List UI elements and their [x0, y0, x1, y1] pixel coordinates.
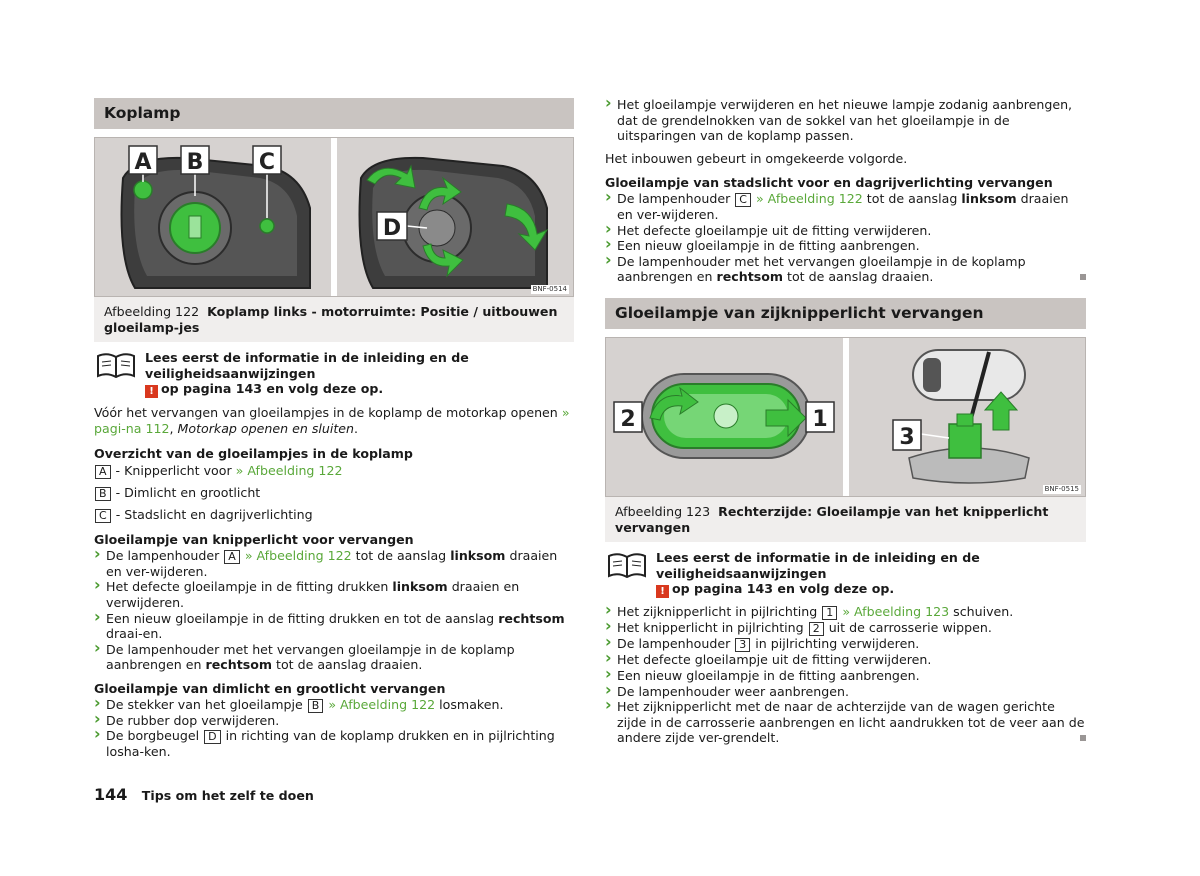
- figure-123: [605, 337, 1086, 497]
- side-blinker-slide-drawing: [606, 338, 843, 496]
- blinker-step-4: [94, 642, 574, 673]
- key-1: 1: [822, 606, 837, 620]
- section-title-zijknipperlicht: Gloeilampje van zijknipperlicht vervangen: [605, 298, 1086, 329]
- step-text: De lampenhouder: [617, 636, 731, 652]
- step-text: in pijlrichting verwijderen.: [755, 636, 920, 652]
- dim-step-3: [94, 728, 574, 760]
- link-afbeelding-122[interactable]: » Afbeelding 122: [328, 696, 436, 712]
- warning-line-2: op pagina 143 en volg deze op.: [672, 581, 895, 597]
- step-text: Het defecte gloeilampje uit de fitting verwijderen.: [617, 652, 932, 668]
- side-step-6: [605, 684, 1086, 700]
- step-text: Het gloeilampje verwijderen en het nieuwe lampje zodanig aanbrengen, dat de grendelnokken van de sokkel van het gloeilampje in de uitsparingen van de koplamp passen.: [617, 97, 1073, 144]
- city-step-4: [605, 254, 1086, 285]
- step-text: Een nieuw gloeilampje in de fitting drukken en tot de aanslag: [106, 610, 495, 626]
- step-text: draai-en.: [106, 626, 163, 642]
- warning-icon: !: [656, 585, 669, 598]
- step-text: Een nieuw gloeilampje in de fitting aanbrengen.: [617, 667, 920, 683]
- overview-item-b: [94, 483, 574, 502]
- link-motorkap[interactable]: » pagi-na 112: [94, 405, 570, 436]
- step-text: tot de aanslag draaien.: [276, 657, 423, 673]
- step-text: losmaken.: [439, 696, 504, 712]
- link-afbeelding-122[interactable]: » Afbeelding 122: [244, 547, 352, 563]
- step-text: Het zijknipperlicht in pijlrichting: [617, 604, 818, 620]
- step-text: schuiven.: [953, 604, 1014, 620]
- page-footer: [94, 787, 314, 804]
- headlamp-position-drawing: [95, 138, 331, 296]
- overview-text-a: - Knipperlicht voor: [115, 463, 232, 479]
- end-mark: [1080, 735, 1086, 741]
- key-a: A: [224, 550, 240, 564]
- step-text: uit de carrosserie wippen.: [828, 620, 992, 636]
- overview-text-b: - Dimlicht en grootlicht: [115, 485, 261, 501]
- figure-code: BNF-0515: [1044, 484, 1079, 493]
- figure-123-caption: [605, 497, 1086, 542]
- step-bold: linksom: [450, 547, 506, 563]
- warning-line-1: Lees eerst de informatie in de inleiding en de veiligheidsaanwijzingen: [656, 550, 980, 581]
- figure-123-panel-right: [849, 338, 1086, 496]
- figure-label-b: B: [186, 150, 204, 175]
- figure-label-d: D: [382, 216, 402, 241]
- key-c: C: [735, 193, 751, 207]
- step-text: De stekker van het gloeilampje: [106, 696, 303, 712]
- step-text: De lampenhouder met het vervangen gloeilampje in de koplamp aanbrengen en: [106, 641, 515, 673]
- step-text: Een nieuw gloeilampje in de fitting aanbrengen.: [617, 238, 920, 254]
- overview-item-c: [94, 505, 574, 524]
- blinker-heading: Gloeilampje van knipperlicht voor vervangen: [94, 532, 414, 548]
- step-text: De lampenhouder weer aanbrengen.: [617, 683, 849, 699]
- dim-step-2: [94, 713, 574, 729]
- right-column: [605, 97, 1086, 746]
- figure-code: BNF-0514: [532, 285, 567, 293]
- side-step-5: [605, 668, 1086, 684]
- city-step-1: [605, 191, 1086, 223]
- figure-label-1: 1: [812, 406, 828, 432]
- step-text: draaien en verwijderen.: [106, 579, 520, 610]
- side-blinker-bulb-drawing: [849, 338, 1086, 496]
- reverse-paragraph: Het inbouwen gebeurt in omgekeerde volgorde.: [605, 150, 908, 166]
- intro-comma: ,: [169, 420, 174, 436]
- step-text: tot de aanslag: [866, 190, 958, 206]
- link-afbeelding-123[interactable]: » Afbeelding 123: [842, 604, 950, 620]
- figure-label-c: C: [258, 150, 276, 175]
- blinker-step-1: [94, 548, 574, 580]
- blinker-step-3: [94, 611, 574, 642]
- step-text: De borgbeugel: [106, 728, 200, 744]
- overview-text-c: - Stadslicht en dagrijverlichting: [115, 507, 313, 523]
- warning-line-1: Lees eerst de informatie in de inleiding en de veiligheidsaanwijzingen: [145, 350, 469, 381]
- step-text: Het defecte gloeilampje uit de fitting verwijderen.: [617, 222, 932, 238]
- link-afbeelding-122[interactable]: » Afbeelding 122: [755, 190, 863, 206]
- city-step-3: [605, 238, 1086, 254]
- left-column: [94, 98, 574, 760]
- footer-section: Tips om het zelf te doen: [141, 788, 314, 803]
- figure-122-panel-right: [337, 138, 574, 296]
- intro-text: Vóór het vervangen van gloeilampjes in de koplamp de motorkap openen: [94, 405, 558, 421]
- dim-step-1: [94, 697, 574, 713]
- step-bold: linksom: [961, 190, 1017, 206]
- book-icon: [96, 352, 136, 378]
- dim-heading: Gloeilampje van dimlicht en grootlicht vervangen: [94, 680, 446, 696]
- side-step-2: [605, 620, 1086, 636]
- step-text: Het zijknipperlicht met de naar de achterzijde van de wagen gerichte zijde in de carrosserie aanbrengen en licht aandrukken tot de veer aan de andere zijde ver-grendelt.: [617, 699, 1085, 746]
- figure-label-3: 3: [899, 424, 915, 450]
- step-text: draaien en ver-wijderen.: [106, 547, 558, 579]
- step-bold: rechtsom: [205, 657, 272, 673]
- section-title-koplamp: Koplamp: [94, 98, 574, 129]
- warning-note: [94, 350, 574, 398]
- figure-122-panel-left: [95, 138, 331, 296]
- remove-bulb-step: [605, 97, 1086, 144]
- key-2: 2: [809, 622, 824, 636]
- step-text: Het knipperlicht in pijlrichting: [617, 620, 804, 636]
- side-step-4: [605, 652, 1086, 668]
- warning-note: [605, 550, 1086, 598]
- warning-line-2: op pagina 143 en volg deze op.: [161, 381, 384, 397]
- step-text: De lampenhouder: [106, 547, 220, 563]
- side-step-7: [605, 699, 1086, 746]
- step-text: De lampenhouder met het vervangen gloeilampje in de koplamp aanbrengen en: [617, 253, 1026, 285]
- step-text: Het defecte gloeilampje in de fitting drukken: [106, 579, 389, 595]
- link-afbeelding-122[interactable]: » Afbeelding 122: [235, 463, 343, 479]
- key-a: A: [95, 465, 111, 479]
- key-c: C: [95, 509, 111, 523]
- key-d: D: [204, 730, 220, 744]
- figure-label-a: A: [134, 150, 152, 175]
- figure-123-panel-left: [606, 338, 843, 496]
- side-step-1: [605, 604, 1086, 620]
- key-3: 3: [735, 638, 750, 652]
- headlamp-removal-drawing: [337, 138, 574, 296]
- page-number: 144: [94, 785, 128, 804]
- caption-title: Koplamp links - motorruimte: Positie / uitbouwen gloeilamp-jes: [104, 304, 558, 335]
- step-bold: rechtsom: [716, 269, 783, 285]
- caption-number: Afbeelding 123: [615, 503, 711, 519]
- step-text: in richting van de koplamp drukken en in pijlrichting losha-ken.: [106, 728, 555, 760]
- intro-period: .: [354, 420, 359, 436]
- figure-122: [94, 137, 574, 297]
- step-text: tot de aanslag: [355, 547, 447, 563]
- book-icon: [607, 552, 647, 578]
- key-b: B: [95, 487, 111, 501]
- step-text: De lampenhouder: [617, 190, 731, 206]
- step-text: draaien en ver-wijderen.: [617, 190, 1069, 222]
- step-bold: rechtsom: [498, 610, 565, 626]
- step-text: tot de aanslag draaien.: [787, 269, 934, 285]
- figure-label-2: 2: [620, 406, 636, 432]
- caption-title: Rechterzijde: Gloeilampje van het knipperlicht vervangen: [615, 503, 1049, 535]
- step-bold: linksom: [392, 579, 448, 595]
- end-mark: [1080, 274, 1086, 280]
- key-b: B: [308, 699, 324, 713]
- city-heading: Gloeilampje van stadslicht voor en dagrijverlichting vervangen: [605, 175, 1053, 191]
- blinker-step-2: [94, 579, 574, 610]
- side-step-3: [605, 636, 1086, 652]
- warning-icon: !: [145, 385, 158, 398]
- caption-number: Afbeelding 122: [104, 304, 200, 319]
- step-text: De rubber dop verwijderen.: [106, 712, 280, 728]
- intro-italic: Motorkap openen en sluiten: [177, 420, 355, 436]
- city-step-2: [605, 223, 1086, 239]
- intro-paragraph: [94, 405, 574, 436]
- figure-122-caption: [94, 297, 574, 342]
- overview-item-a: [94, 461, 574, 480]
- overview-heading: Overzicht van de gloeilampjes in de koplamp: [94, 445, 413, 461]
